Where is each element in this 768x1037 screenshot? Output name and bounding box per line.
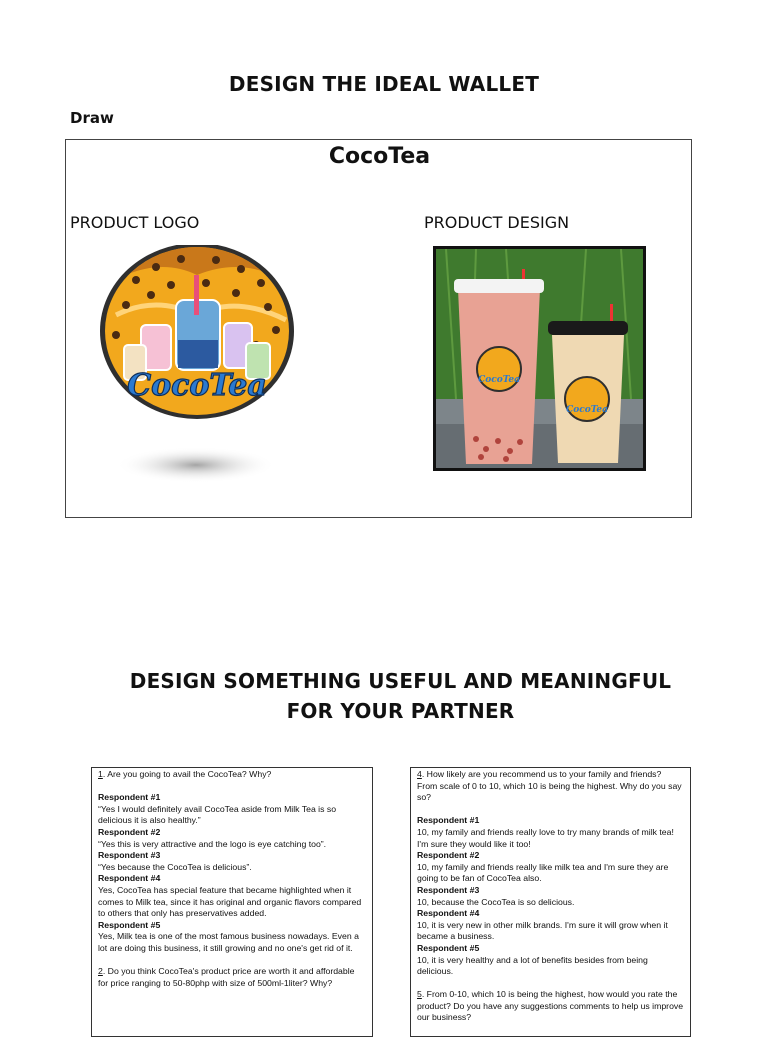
- question-5: 5. From 0-10, which 10 is being the highest, how would you rate the product? Do you have any suggestions comments to help us improve our business?: [417, 989, 684, 1023]
- respondent-answer: Yes, Milk tea is one of the most famous business nowadays. Even a lot are doing this business, it still growing and no one's get rid of it.: [98, 931, 359, 953]
- cocotea-logo: [96, 245, 296, 485]
- question-1: 1. Are you going to avail the CocoTea? Why?: [98, 769, 272, 779]
- survey-box-right: [410, 767, 691, 1037]
- respondent-answer: “Yes because the CocoTea is delicious”.: [98, 861, 252, 872]
- section-title-partner: DESIGN SOMETHING USEFUL AND MEANINGFUL FOR YOUR PARTNER: [129, 669, 672, 723]
- logo-wordmark: CocoTea: [127, 368, 267, 403]
- respondent-label: Respondent #3: [417, 884, 480, 895]
- cup-logo-text-tall: CocoTea: [478, 375, 520, 385]
- respondent-answer: Yes, CocoTea has special feature that became highlighted when it comes to Milk tea, since it has original and organic flavors compared to others that only has preservatives added.: [98, 884, 362, 919]
- section-title-wallet: DESIGN THE IDEAL WALLET: [228, 72, 540, 96]
- brand-name: CocoTea: [328, 144, 431, 169]
- respondent-answer: “Yes I would definitely avail CocoTea aside from Milk Tea is so delicious it is also healthy.”: [98, 803, 337, 826]
- respondent-answer: “Yes this is very attractive and the logo is eye catching too”.: [98, 838, 327, 849]
- respondent-label: Respondent #4: [417, 908, 480, 919]
- respondent-label: Respondent #5: [98, 919, 161, 930]
- drawing-panel: [65, 139, 692, 518]
- respondent-label: Respondent #4: [98, 873, 161, 884]
- draw-label: Draw: [70, 109, 114, 127]
- respondent-label: Respondent #1: [98, 792, 161, 803]
- product-design-label: PRODUCT DESIGN: [424, 213, 570, 232]
- question-4: 4. How likely are you recommend us to your family and friends? From scale of 0 to 10, which 10 is being the highest. Why do you say so?: [417, 769, 682, 803]
- product-design-photo: [433, 246, 646, 471]
- respondent-answer: 10, my family and friends really love to try many brands of milk tea! I'm sure they would like it too!: [417, 826, 674, 849]
- respondent-label: Respondent #5: [417, 942, 480, 953]
- respondent-answer: 10, my family and friends really like milk tea and I'm sure they are going to be fan of CocoTea also.: [417, 861, 669, 884]
- respondent-label: Respondent #2: [417, 850, 480, 861]
- respondent-label: Respondent #2: [98, 826, 161, 837]
- respondent-answer: 10, because the CocoTea is so delicious.: [417, 896, 575, 907]
- cup-logo-text-short: CocoTea: [566, 405, 608, 415]
- respondent-answer: 10, it is very healthy and a lot of benefits besides from being delicious.: [417, 954, 648, 977]
- respondent-answer: 10, it is very new in other milk brands. I'm sure it will grow when it became a business.: [417, 919, 668, 942]
- product-logo-label: PRODUCT LOGO: [70, 213, 200, 232]
- respondent-label: Respondent #3: [98, 850, 161, 861]
- question-2: 2. Do you think CocoTea's product price are worth it and affordable for price ranging to 50-80php with size of 500ml-1liter? Why?: [98, 966, 355, 988]
- survey-box-left: [91, 767, 373, 1037]
- respondent-label: Respondent #1: [417, 815, 480, 826]
